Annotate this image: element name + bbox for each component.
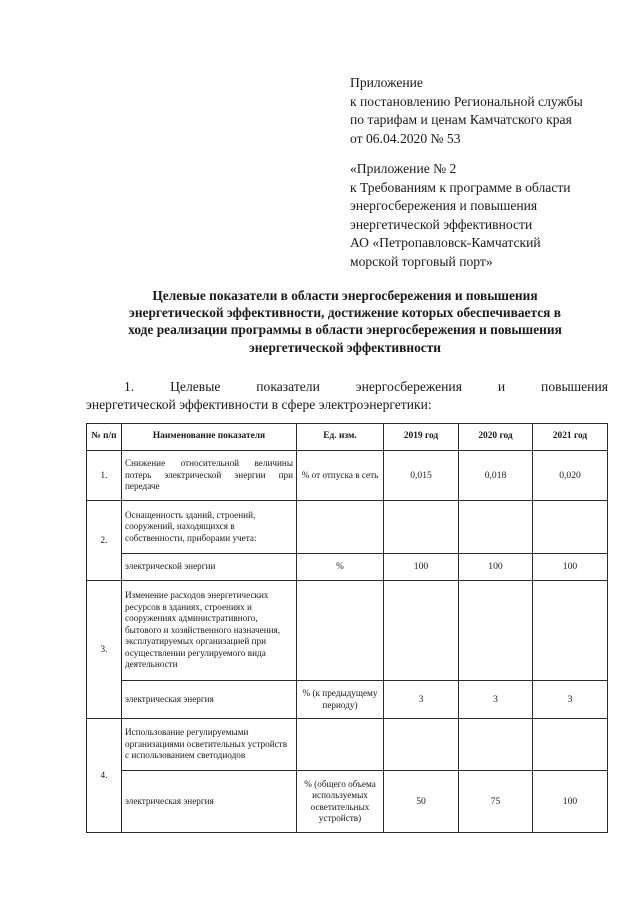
section-word: энергосбережения (355, 379, 462, 394)
header-name: Наименование показателя (122, 424, 297, 451)
section-word: и (497, 379, 506, 394)
table-row (87, 581, 608, 681)
section-heading-line-2: энергетической эффективности в сфере электроэнергетики: (86, 396, 432, 412)
empty-cell (459, 501, 533, 554)
row-unit: % (общего объема используемых осветительных устройств) (297, 771, 384, 833)
header-2019: 2019 год (384, 424, 459, 451)
row-unit: % от отпуска в сеть (297, 451, 384, 501)
appendix-reference (350, 74, 620, 148)
header-unit: Ед. изм. (297, 424, 384, 451)
row-name: Снижение относительной величины потерь электрической энергии при передаче (122, 451, 297, 501)
empty-cell (533, 719, 608, 771)
row-num: 3. (87, 581, 122, 719)
row-subname: электрической энергии (122, 554, 297, 581)
row-num: 4. (87, 719, 122, 833)
appendix2-line: морской торговый порт» (350, 253, 493, 269)
header-2020: 2020 год (459, 424, 533, 451)
table-subrow (87, 681, 608, 719)
row-value-2020: 75 (459, 771, 533, 833)
empty-cell (384, 501, 459, 554)
row-unit: % (297, 554, 384, 581)
row-subname: электрическая энергия (122, 771, 297, 833)
row-value-2021: 100 (533, 771, 608, 833)
row-unit: % (к предыдущему периоду) (297, 681, 384, 719)
row-value-2021: 0,020 (533, 451, 608, 501)
row-name: Использование регулируемыми организациями осветительных устройств с использованием светодиодов (122, 719, 297, 771)
section-word: Целевые (170, 379, 221, 394)
header-num: № п/п (87, 424, 122, 451)
appendix2-line: «Приложение № 2 (350, 161, 457, 176)
empty-cell (459, 581, 533, 681)
section-word: показатели (256, 379, 320, 394)
section-word: повышения (541, 379, 608, 394)
section-word: 1. (124, 379, 135, 394)
empty-cell (297, 501, 384, 554)
table-header-row (87, 424, 608, 451)
row-name: Оснащенность зданий, строений, сооружений, находящихся в собственности, приборами учета: (122, 501, 297, 554)
row-value-2019: 50 (384, 771, 459, 833)
table-row (87, 501, 608, 554)
table-subrow (87, 554, 608, 581)
empty-cell (384, 719, 459, 771)
document-title (80, 287, 610, 356)
empty-cell (459, 719, 533, 771)
row-value-2021: 3 (533, 681, 608, 719)
indicators-table (86, 423, 608, 833)
empty-cell (533, 501, 608, 554)
row-value-2019: 0,015 (384, 451, 459, 501)
empty-cell (533, 581, 608, 681)
table-row (87, 719, 608, 771)
title-line: ходе реализации программы в области энергосбережения и повышения (128, 322, 562, 338)
row-value-2020: 0,018 (459, 451, 533, 501)
appendix2-line: энергетической эффективности (350, 216, 533, 232)
appendix2-line: АО «Петропавловск-Камчатский (350, 235, 541, 250)
row-value-2019: 100 (384, 554, 459, 581)
appendix-line: Приложение (350, 75, 423, 90)
row-value-2020: 100 (459, 554, 533, 581)
empty-cell (297, 581, 384, 681)
row-value-2019: 3 (384, 681, 459, 719)
table-row (87, 451, 608, 501)
row-num: 1. (87, 451, 122, 501)
appendix-line: от 06.04.2020 № 53 (350, 130, 461, 146)
empty-cell (384, 581, 459, 681)
empty-cell (297, 719, 384, 771)
section-heading-line-1 (86, 378, 608, 396)
row-num: 2. (87, 501, 122, 581)
title-line: Целевые показатели в области энергосбережения и повышения (152, 288, 538, 303)
appendix2-line: энергосбережения и повышения (350, 198, 538, 213)
appendix-2-reference (350, 160, 620, 271)
row-value-2021: 100 (533, 554, 608, 581)
appendix-line: по тарифам и ценам Камчатского края (350, 112, 572, 127)
row-subname: электрическая энергия (122, 681, 297, 719)
appendix2-line: к Требованиям к программе в области (350, 179, 571, 195)
table-subrow (87, 771, 608, 833)
row-value-2020: 3 (459, 681, 533, 719)
row-name: Изменение расходов энергетических ресурсов в зданиях, строениях и сооружениях административного, бытового и хозяйственного назначения, эксплуатируемых организацией при осуществлении регулируемого вида деятельности (122, 581, 297, 681)
title-line: энергетической эффективности (249, 339, 441, 355)
section-heading (86, 378, 608, 413)
title-line: энергетической эффективности, достижение которых обеспечивается в (129, 305, 561, 321)
header-2021: 2021 год (533, 424, 608, 451)
appendix-line: к постановлению Региональной службы (350, 93, 583, 109)
